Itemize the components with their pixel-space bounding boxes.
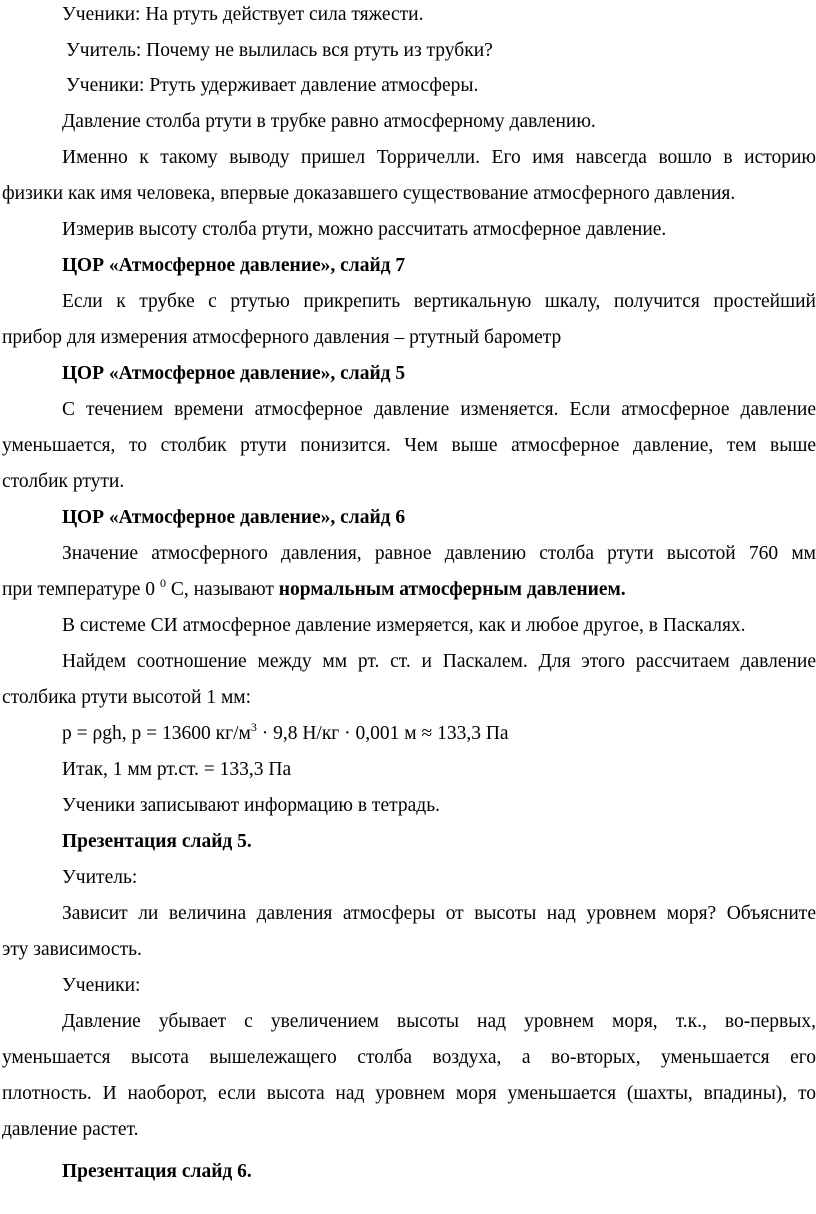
- paragraph-students-answer: Ученики: Ртуть удерживает давление атмосферы.: [66, 75, 479, 96]
- paragraph-pressure-change-line-2: уменьшается, то столбик ртути понизится. Чем выше атмосферное давление, тем выше: [2, 435, 816, 456]
- cubic-superscript: 3: [250, 720, 257, 734]
- paragraph-torricelli-line-1: Именно к такому выводу пришел Торричелли. Его имя навсегда вошло в историю: [62, 147, 816, 168]
- normal-pressure-text-a: при температуре 0: [2, 579, 160, 600]
- heading-slide-5: ЦОР «Атмосферное давление», слайд 5: [62, 363, 406, 384]
- paragraph-altitude-question-line-1: Зависит ли величина давления атмосферы от высоты над уровнем моря? Объясните: [62, 903, 816, 924]
- normal-pressure-text-b: С, называют: [165, 579, 279, 600]
- paragraph-students-label: Ученики:: [62, 975, 141, 996]
- formula-pressure: [62, 722, 509, 746]
- paragraph-altitude-answer-line-4: давление растет.: [2, 1119, 139, 1140]
- paragraph-mmhg-equals: Итак, 1 мм рт.ст. = 133,3 Па: [62, 759, 292, 780]
- normal-pressure-term: нормальным атмосферным давлением.: [278, 579, 626, 600]
- paragraph-pressure-change-line-1: С течением времени атмосферное давление изменяется. Если атмосферное давление: [62, 399, 816, 420]
- paragraph-pressure-equal: Давление столба ртути в трубке равно атмосферному давлению.: [62, 111, 596, 132]
- degree-superscript: 0: [159, 576, 166, 590]
- heading-slide-7: ЦОР «Атмосферное давление», слайд 7: [62, 255, 406, 276]
- paragraph-students-write: Ученики записывают информацию в тетрадь.: [62, 795, 440, 816]
- paragraph-normal-pressure-line-2: [2, 578, 626, 602]
- paragraph-ratio-line-2: столбика ртути высотой 1 мм:: [2, 687, 252, 708]
- paragraph-altitude-answer-line-2: уменьшается высота вышележащего столба воздуха, а во-вторых, уменьшается его: [2, 1047, 816, 1068]
- heading-presentation-slide-6: Презентация слайд 6.: [62, 1161, 252, 1182]
- formula-part-b: · 9,8 Н/кг · 0,001 м ≈ 133,3 Па: [256, 723, 509, 744]
- paragraph-torricelli-line-2: физики как имя человека, впервые доказавшего существование атмосферного давления.: [2, 183, 736, 204]
- paragraph-normal-pressure-line-1: Значение атмосферного давления, равное давлению столба ртути высотой 760 мм: [62, 543, 816, 564]
- paragraph-si-pascals: В системе СИ атмосферное давление измеряется, как и любое другое, в Паскалях.: [62, 615, 746, 636]
- paragraph-barometer-line-2: прибор для измерения атмосферного давления – ртутный барометр: [2, 327, 562, 348]
- paragraph-teacher-label: Учитель:: [62, 867, 138, 888]
- paragraph-teacher-question: Учитель: Почему не вылилась вся ртуть из трубки?: [66, 40, 493, 61]
- heading-slide-6: ЦОР «Атмосферное давление», слайд 6: [62, 507, 406, 528]
- paragraph-measure-height: Измерив высоту столба ртути, можно рассчитать атмосферное давление.: [62, 219, 667, 240]
- paragraph-barometer-line-1: Если к трубке с ртутью прикрепить вертикальную шкалу, получится простейший: [62, 291, 816, 312]
- paragraph-pressure-change-line-3: столбик ртути.: [2, 471, 125, 492]
- paragraph-altitude-answer-line-3: плотность. И наоборот, если высота над уровнем моря уменьшается (шахты, впадины), то: [2, 1083, 816, 1104]
- heading-presentation-slide-5: Презентация слайд 5.: [62, 831, 252, 852]
- paragraph-ratio-line-1: Найдем соотношение между мм рт. ст. и Паскалем. Для этого рассчитаем давление: [62, 651, 816, 672]
- paragraph-students-gravity: Ученики: На ртуть действует сила тяжести.: [62, 4, 424, 25]
- paragraph-altitude-question-line-2: эту зависимость.: [2, 939, 142, 960]
- paragraph-altitude-answer-line-1: Давление убывает с увеличением высоты над уровнем моря, т.к., во-первых,: [62, 1011, 816, 1032]
- formula-part-a: p = ρgh, p = 13600 кг/м: [62, 723, 251, 744]
